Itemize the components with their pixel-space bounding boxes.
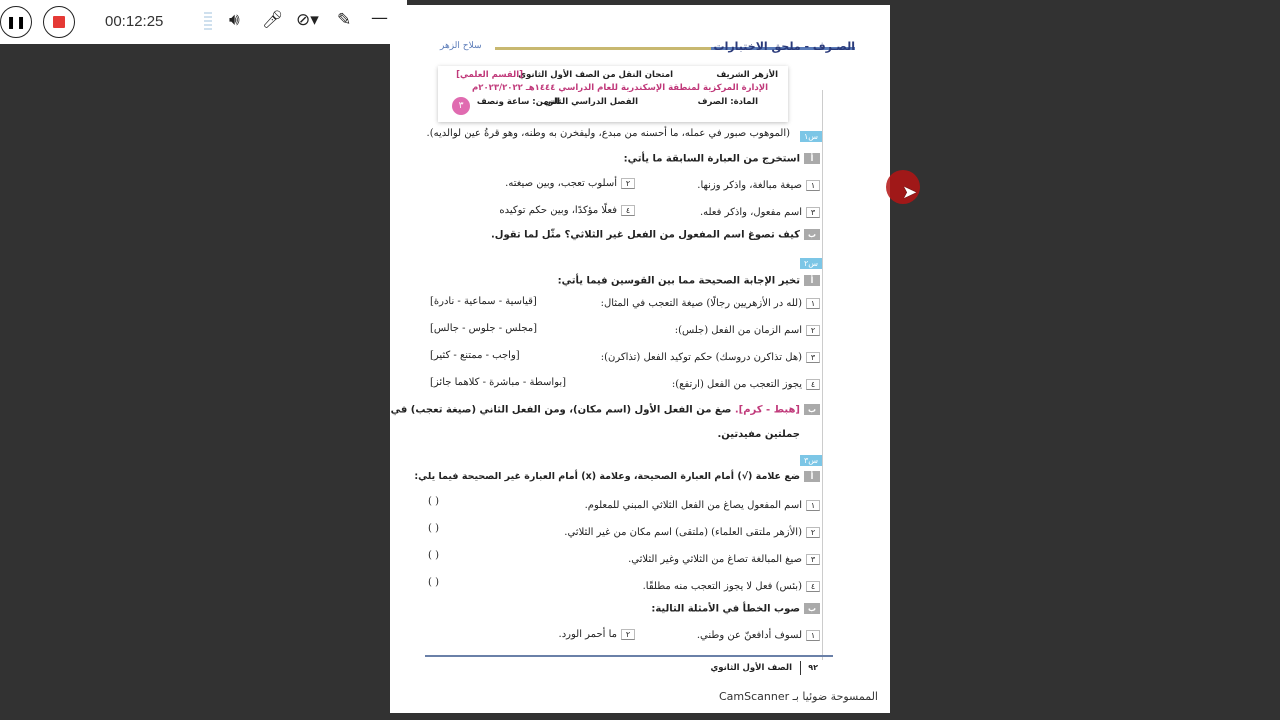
answer-parens: ( ): [428, 550, 439, 561]
footer-divider: [800, 661, 801, 675]
q3-item: صيغ المبالغة تصاغ من الثلاثي وغير الثلاثي.: [628, 554, 802, 565]
margin-line: [822, 90, 823, 660]
q2-item: يجوز التعجب من الفعل (ارتفع):: [671, 379, 802, 390]
q2-a: تخير الإجابة الصحيحة مما بين القوسين فيما يأتي:: [557, 275, 800, 287]
recording-timer: 00:12:25: [105, 13, 164, 30]
label-b: ب: [804, 229, 820, 240]
model-badge: ٣: [452, 97, 470, 115]
q3-item: (الأزهر ملتقى العلماء) (ملتقى) اسم مكان من غير الثلاثي.: [564, 527, 802, 538]
page-number: ٩٢: [808, 663, 818, 672]
q1-item: أسلوب تعجب، وبين صيغته.: [505, 178, 617, 189]
pause-button[interactable]: [0, 6, 32, 38]
exam-time: الزمن: ساعة ونصف: [476, 97, 560, 107]
q3-item: (بئس) فعل لا يجوز التعجب منه مطلقًا.: [642, 581, 802, 592]
camscanner-watermark: الممسوحة ضوئيا بـ CamScanner: [718, 690, 878, 703]
question-tag-3: س٣: [800, 455, 822, 466]
mouse-cursor-icon: ➤: [902, 182, 918, 203]
q2-item: (هل تذاكرن دروسك) حكم توكيد الفعل (تذاكرن):: [600, 352, 802, 363]
q3-b: صوب الخطأ في الأمثلة التالية:: [651, 603, 800, 615]
q2-verbs: [هبط - كرم].: [734, 404, 800, 416]
answer-parens: ( ): [428, 523, 439, 534]
q2-item: (لله در الأزهريين رجالًا) صيغة التعجب في المثال:: [600, 298, 802, 309]
q1-item: فعلًا مؤكدًا، وبين حكم توكيده: [499, 205, 617, 216]
num: ٢: [621, 629, 635, 640]
q2-options: [واجب - ممتنع - كثير]: [430, 350, 520, 361]
num: ٢: [806, 527, 820, 538]
exam-section: [القسم العلمي]: [456, 70, 523, 80]
num: ٣: [806, 207, 820, 218]
recorder-toolbar: [0, 0, 407, 44]
num: ٣: [806, 554, 820, 565]
num: ١: [806, 298, 820, 309]
footer-grade: الصف الأول الثانوي: [710, 663, 792, 673]
num: ٤: [806, 581, 820, 592]
q2-options: [بواسطة - مباشرة - كلاهما جائز]: [430, 377, 567, 388]
exam-title: امتحان النقل من الصف الأول الثانوي: [518, 70, 673, 80]
running-title: الصـرف - ملحق الاختبارات: [713, 40, 855, 53]
stop-icon: [53, 16, 65, 28]
num: ٢: [806, 325, 820, 336]
label-b: ب: [804, 404, 820, 415]
q2-item: اسم الزمان من الفعل (جلس):: [674, 325, 802, 336]
num: ٣: [806, 352, 820, 363]
num: ١: [806, 180, 820, 191]
q2-b: صغ من الفعل الأول (اسم مكان)، ومن الفعل الثاني (صيغة تعجب) في: [390, 404, 735, 416]
q3-b-item: لسوف أدافعنّ عن وطني.: [696, 630, 802, 641]
q3-item: اسم المفعول يصاغ من الفعل الثلاثي المبني للمعلوم.: [584, 500, 802, 511]
question-tag-1: س١: [800, 131, 822, 142]
exam-term: الفصل الدراسي الثاني: [543, 97, 638, 107]
exam-header: [438, 66, 788, 122]
label-a: أ: [804, 275, 820, 286]
label-b: ب: [804, 603, 820, 614]
answer-parens: ( ): [428, 496, 439, 507]
stop-button[interactable]: [43, 6, 75, 38]
num: ١: [806, 630, 820, 641]
q1-b: كيف تصوغ اسم المفعول من الفعل غير الثلاثي؟ مثّل لما تقول.: [490, 229, 800, 241]
speaker-icon[interactable]: 🔊︎: [229, 10, 240, 30]
q3-b-item: ما أحمر الورد.: [558, 629, 617, 640]
footer-rule: [425, 655, 833, 657]
q2-options: [قياسية - سماعية - نادرة]: [430, 296, 537, 307]
scanned-document-page: [390, 5, 890, 713]
microphone-icon[interactable]: 🎤︎: [262, 10, 284, 30]
q2-b-cont: جملتين مفيدتين.: [717, 429, 800, 440]
q1-passage: (الموهوب صبور في عمله، ما أحسنه من مبدع، وليفخرن به وطنه، وهو قرةُ عين لوالديه).: [426, 128, 790, 139]
exam-subject: المادة: الصرف: [697, 97, 758, 107]
q1-a: استخرج من العبارة السابقة ما يأتي:: [623, 153, 800, 165]
exam-admin: الإدارة المركزية لمنطقة الإسكندرية للعام الدراسي ١٤٤٤هـ ٢٠٢٣/٢٠٢٢م: [472, 83, 768, 93]
institution: الأزهر الشريف: [716, 70, 778, 80]
num: ١: [806, 500, 820, 511]
pen-icon[interactable]: ✎: [337, 10, 352, 30]
camera-off-icon[interactable]: ⊘▾: [296, 10, 319, 30]
q1-item: صيغة مبالغة، واذكر وزنها.: [697, 180, 802, 191]
logo: سلاح الزهر: [440, 41, 482, 51]
q3-a: ضع علامة (√) أمام العبارة الصحيحة، وعلامة (x) أمام العبارة غير الصحيحة فيما يلي:: [414, 471, 800, 482]
label-a: أ: [804, 153, 820, 164]
q1-item: اسم مفعول، واذكر فعله.: [699, 207, 802, 218]
pause-icon: ❚❚: [5, 15, 27, 29]
q2-options: [مجلس - جلوس - جالس]: [430, 323, 538, 334]
drag-handle[interactable]: [204, 12, 212, 32]
num: ٤: [621, 205, 635, 216]
minimize-icon[interactable]: —: [371, 8, 388, 28]
num: ٢: [621, 178, 635, 189]
answer-parens: ( ): [428, 577, 439, 588]
question-tag-2: س٢: [800, 258, 822, 269]
num: ٤: [806, 379, 820, 390]
label-a: أ: [804, 471, 820, 482]
